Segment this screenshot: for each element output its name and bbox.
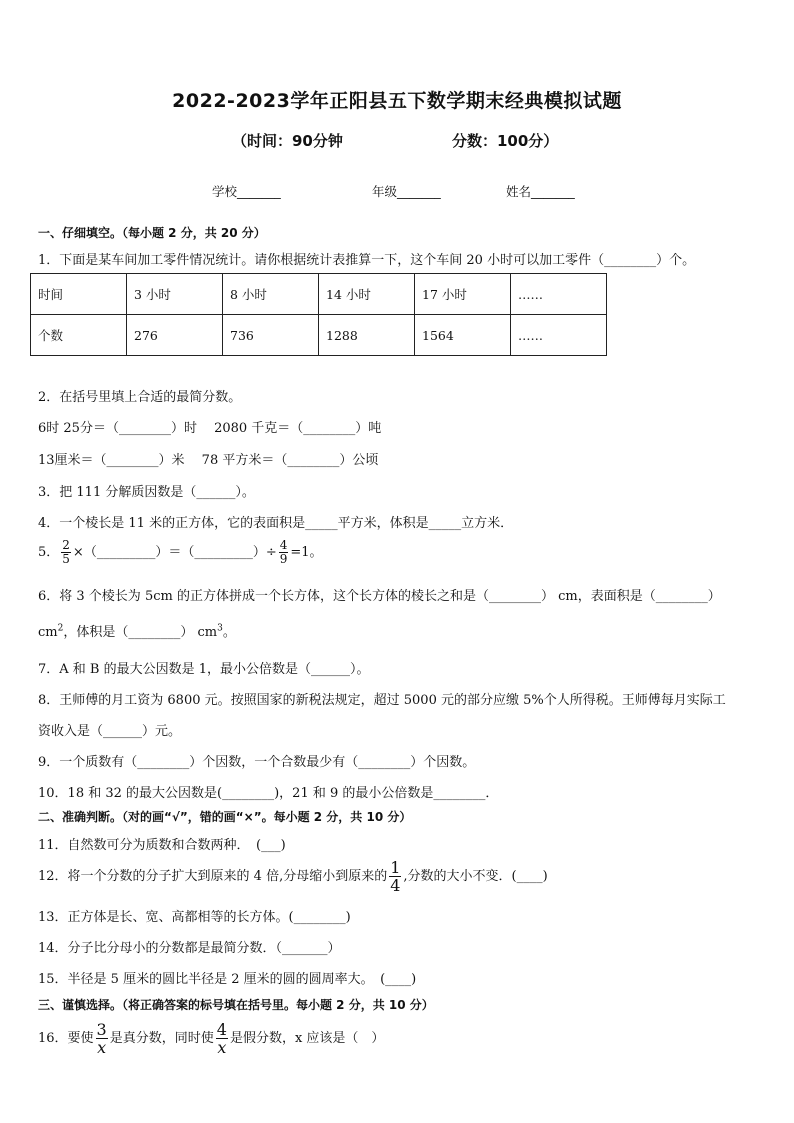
fraction-denominator: x (217, 1038, 227, 1057)
fraction (96, 1021, 108, 1056)
q16-prefix: 16．要使 (38, 1031, 94, 1046)
table-cell: …… (511, 274, 607, 315)
table-cell: 时间 (31, 274, 127, 315)
table-cell: 1288 (319, 315, 415, 356)
fraction-numerator: 3 (96, 1020, 107, 1039)
question-2: 2．在括号里填上合适的最简分数。 (38, 390, 242, 405)
table-cell: 8 小时 (223, 274, 319, 315)
question-9: 9．一个质数有（________）个因数，一个合数最少有（________）个因数。 (38, 755, 476, 770)
section-1-heading: 一、仔细填空。（每小题 2 分，共 20 分） (38, 226, 266, 240)
fraction-numerator: 1 (390, 858, 401, 877)
table-cell: 个数 (31, 315, 127, 356)
table-cell: 3 小时 (127, 274, 223, 315)
total-score: 分数：100分） (452, 132, 559, 150)
q12-prefix: 12．将一个分数的分子扩大到原来的 4 倍,分母缩小到原来的 (38, 869, 388, 884)
superscript-3: 3 (217, 623, 223, 634)
table-cell: 276 (127, 315, 223, 356)
grade-field: 年级_______ (372, 184, 441, 199)
page-title: 2022-2023学年正阳县五下数学期末经典模拟试题 (172, 90, 622, 112)
q6-volume-text: ，体积是（________） cm (63, 625, 218, 640)
fraction-denominator: 4 (390, 876, 401, 895)
table-cell: 1564 (415, 315, 511, 356)
question-6: 6．将 3 个棱长为 5cm 的正方体拼成一个长方体，这个长方体的棱长之和是（________） cm，表面积是（________） (38, 589, 721, 604)
question-2-line-2: 13厘米＝（________）米 78 平方米＝（________）公顷 (38, 453, 379, 468)
fraction-denominator: 5 (62, 552, 70, 566)
question-3: 3．把 111 分解质因数是（______）。 (38, 485, 255, 500)
question-15: 15．半径是 5 厘米的圆比半径是 2 厘米的圆的圆周率大。 (____) (38, 972, 417, 987)
section-3-heading: 三、谨慎选择。（将正确答案的标号填在括号里。每小题 2 分，共 10 分） (38, 998, 434, 1012)
question-11: 11．自然数可分为质数和合数两种． (___) (38, 838, 286, 853)
table-cell: 736 (223, 315, 319, 356)
question-5 (38, 539, 323, 566)
q12-suffix: ,分数的大小不变．(____) (403, 869, 548, 884)
question-8-line-2: 资收入是（______）元。 (38, 724, 182, 739)
q16-middle: 是真分数，同时使 (109, 1031, 214, 1046)
question-2-line-1: 6时 25分＝（________）时 2080 千克＝（________）吨 (38, 421, 382, 436)
table-cell: 17 小时 (415, 274, 511, 315)
table-cell: 14 小时 (319, 274, 415, 315)
name-field: 姓名_______ (506, 184, 575, 199)
question-12 (38, 859, 548, 894)
fraction-numerator: 2 (62, 538, 70, 552)
question-6-line-2 (38, 621, 236, 640)
q16-suffix: 是假分数，x 应该是（ ） (229, 1031, 385, 1046)
superscript-2: 2 (57, 623, 64, 634)
time-limit: （时间：90分钟 (232, 132, 343, 150)
fraction (61, 539, 71, 566)
question-8: 8．王师傅的月工资为 6800 元。按照国家的新税法规定，超过 5000 元的部分应缴 5%个人所得税。王师傅每月实际工 (38, 693, 726, 708)
question-10: 10．18 和 32 的最大公因数是(________)，21 和 9 的最小公倍数是________． (38, 786, 499, 801)
q5-prefix: 5． (38, 545, 60, 560)
question-4: 4．一个棱长是 11 米的正方体，它的表面积是_____平方米，体积是_____立方米． (38, 516, 514, 531)
fraction (389, 859, 401, 894)
question-1: 1．下面是某车间加工零件情况统计。请你根据统计表推算一下，这个车间 20 小时可以加工零件（________）个。 (38, 253, 696, 268)
fraction (216, 1021, 228, 1056)
question-7: 7．A 和 B 的最大公因数是 1，最小公倍数是（______）。 (38, 662, 370, 677)
q6-end: 。 (222, 625, 236, 640)
question-14: 14．分子比分母小的分数都是最简分数．（_______） (38, 941, 341, 956)
q5-suffix: =1。 (290, 545, 323, 560)
fraction (279, 539, 289, 566)
question-13: 13．正方体是长、宽、高都相等的长方体。(________) (38, 910, 351, 925)
table-cell: …… (511, 315, 607, 356)
table-row (31, 274, 607, 315)
section-2-heading: 二、准确判断。（对的画“√”，错的画“×”。每小题 2 分，共 10 分） (38, 810, 412, 824)
production-table (30, 273, 607, 356)
fraction-numerator: 4 (279, 538, 288, 552)
q5-middle: ×（_________）＝（_________）÷ (72, 545, 277, 560)
table-row (31, 315, 607, 356)
fraction-denominator: x (97, 1038, 107, 1057)
unit-cm: cm (38, 625, 58, 640)
fraction-numerator: 4 (216, 1020, 227, 1039)
school-field: 学校_______ (212, 184, 281, 199)
fraction-denominator: 9 (279, 552, 288, 566)
question-16 (38, 1021, 384, 1056)
